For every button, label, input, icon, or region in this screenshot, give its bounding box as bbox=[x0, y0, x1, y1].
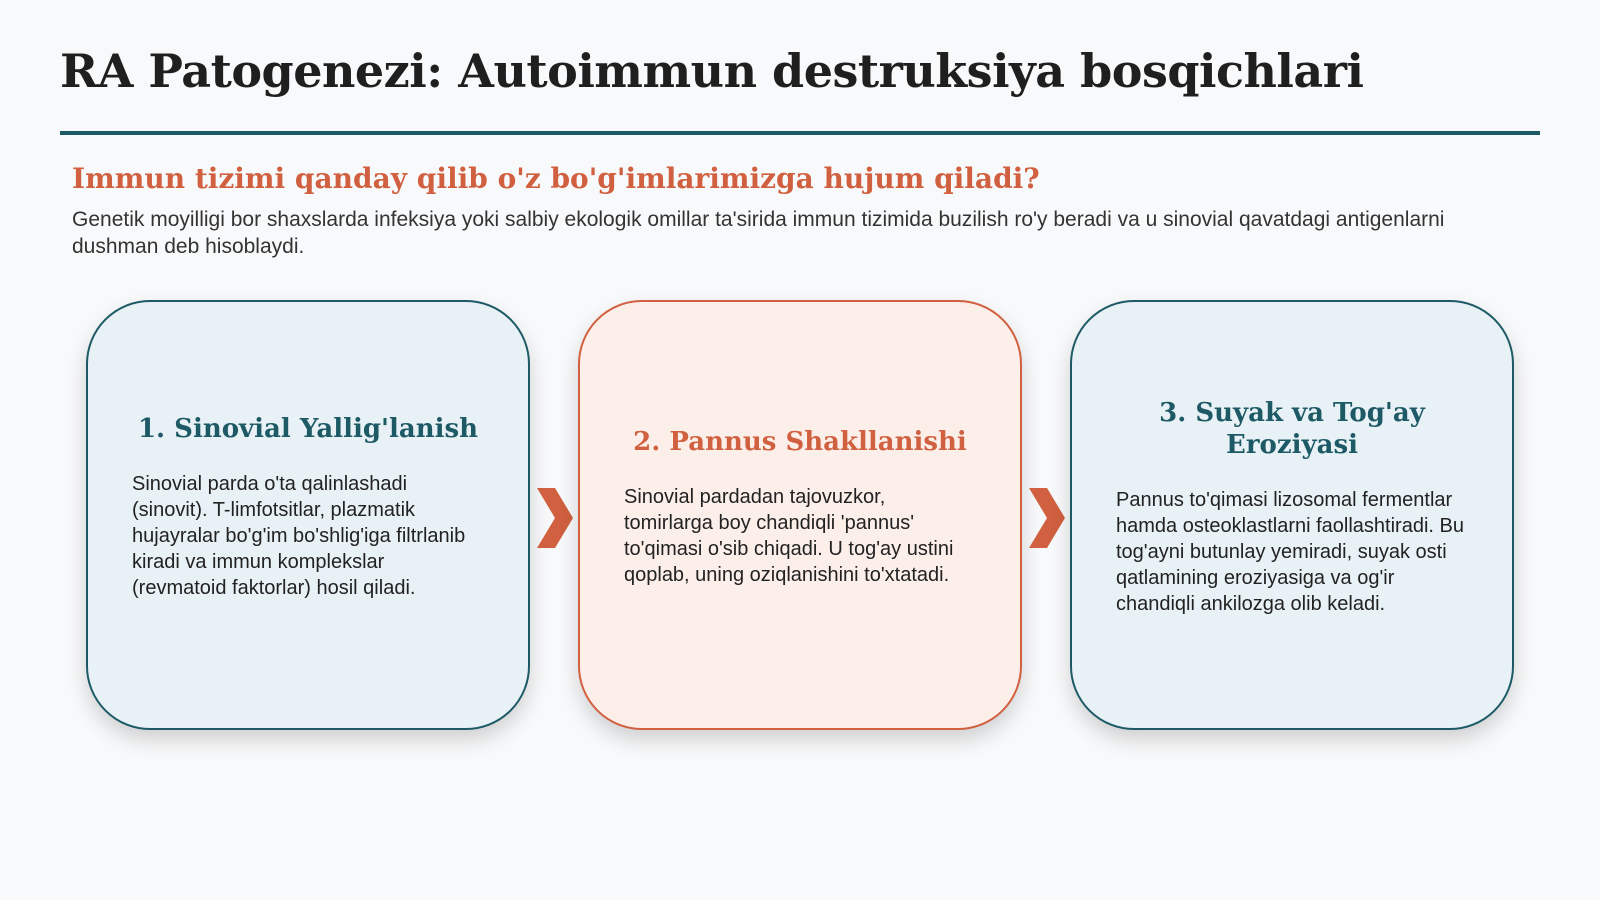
stage-card-title: 1. Sinovial Yallig'lanish bbox=[137, 414, 479, 444]
title-divider bbox=[60, 131, 1540, 135]
stage-card-synovial-inflammation bbox=[86, 300, 530, 730]
stage-card-text: Sinovial parda o'ta qalinlashadi (sinovit). T-limfotsitlar, plazmatik hujayralar bo'g'im bo'shlig'iga filtrlanib kiradi va immun komplekslar (revmatoid faktorlar) hosil qiladi. bbox=[132, 473, 466, 599]
chevron-right-icon bbox=[535, 486, 575, 550]
stage-card-text: Sinovial pardadan tajovuzkor, tomirlarga boy chandiqli 'pannus' to'qimasi o'sib chiqadi. U tog'ay ustini qoplab, uning oziqlanishini to'xtatadi. bbox=[624, 486, 954, 586]
slide-subtitle: Immun tizimi qanday qilib o'z bo'g'imlarimizga hujum qiladi? bbox=[72, 162, 1040, 195]
slide-title: RA Patogenezi: Autoimmun destruksiya bosqichlari bbox=[60, 44, 1364, 98]
chevron-right-icon bbox=[1027, 486, 1067, 550]
stage-card-bone-cartilage-erosion bbox=[1070, 300, 1514, 730]
stage-card-title: 2. Pannus Shakllanishi bbox=[633, 427, 967, 457]
intro-paragraph: Genetik moyilligi bor shaxslarda infeksiya yoki salbiy ekologik omillar ta'sirida immun tizimida buzilish ro'y beradi va u sinovial qavatdagi antigenlarni dushman deb hisoblaydi. bbox=[72, 208, 1445, 258]
stage-card-pannus-formation bbox=[578, 300, 1022, 730]
stage-card-title: 3. Suyak va Tog'ay Eroziyasi bbox=[1159, 398, 1425, 460]
stage-card-text: Pannus to'qimasi lizosomal fermentlar hamda osteoklastlarni faollashtiradi. Bu tog'ayni butunlay yemiradi, suyak osti qatlamining eroziyasiga va og'ir chandiqli ankilozga olib keladi. bbox=[1116, 489, 1464, 615]
